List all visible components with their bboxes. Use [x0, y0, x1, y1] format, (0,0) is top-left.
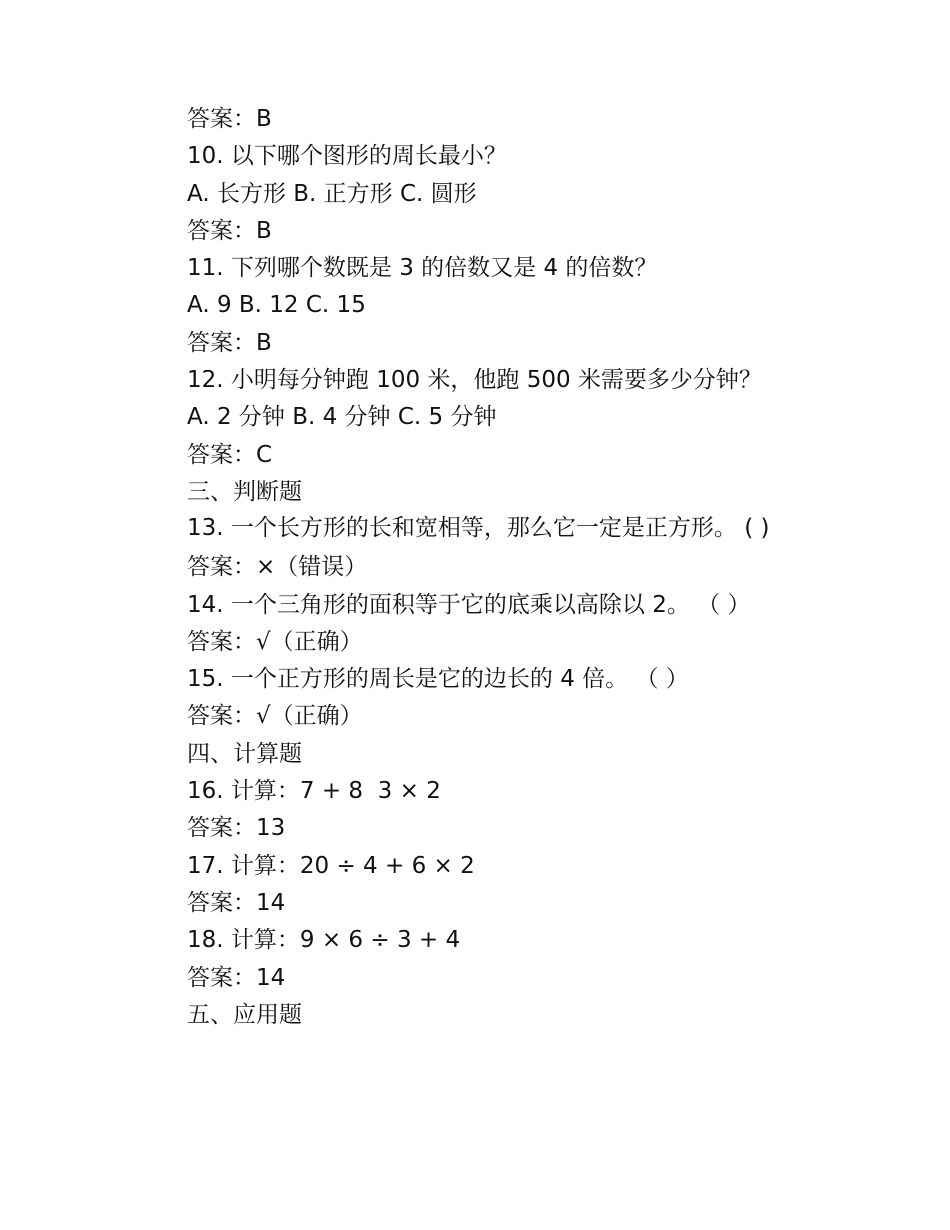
question-line: 13. 一个长方形的长和宽相等，那么它一定是正方形。 ( ) — [187, 515, 770, 542]
answer-line: 答案：C — [187, 441, 273, 468]
options-line: A. 长方形 B. 正方形 C. 圆形 — [187, 180, 477, 207]
section-heading: 四、计算题 — [187, 740, 302, 767]
question-line: 17. 计算：20 ÷ 4 + 6 × 2 — [187, 852, 475, 879]
question-line: 18. 计算：9 × 6 ÷ 3 + 4 — [187, 927, 461, 954]
question-line: 11. 下列哪个数既是 3 的倍数又是 4 的倍数？ — [187, 255, 658, 282]
answer-line: 答案：√（正确） — [187, 703, 363, 730]
question-line: 15. 一个正方形的周长是它的边长的 4 倍。 （ ） — [187, 666, 689, 693]
answer-line: 答案：B — [187, 106, 272, 132]
answer-line: 答案：B — [187, 217, 272, 244]
question-line: 12. 小明每分钟跑 100 米，他跑 500 米需要多少分钟？ — [187, 367, 762, 394]
answer-line: 答案：×（错误） — [187, 554, 368, 581]
question-line: 10. 以下哪个图形的周长最小？ — [187, 143, 507, 170]
question-line: 16. 计算：7 + 8 3 × 2 — [187, 778, 441, 805]
document-body — [155, 101, 795, 1034]
question-line: 14. 一个三角形的面积等于它的底乘以高除以 2。 （ ） — [187, 591, 751, 618]
answer-line: 答案：14 — [187, 964, 286, 991]
answer-line: 答案：√（正确） — [187, 628, 363, 655]
answer-line: 答案：13 — [187, 815, 286, 842]
answer-line: 答案：14 — [187, 889, 286, 916]
section-heading: 三、判断题 — [187, 478, 302, 505]
answer-line: 答案：B — [187, 329, 272, 356]
options-line: A. 2 分钟 B. 4 分钟 C. 5 分钟 — [187, 404, 497, 431]
section-heading: 五、应用题 — [187, 1001, 302, 1028]
options-line: A. 9 B. 12 C. 15 — [187, 292, 366, 319]
